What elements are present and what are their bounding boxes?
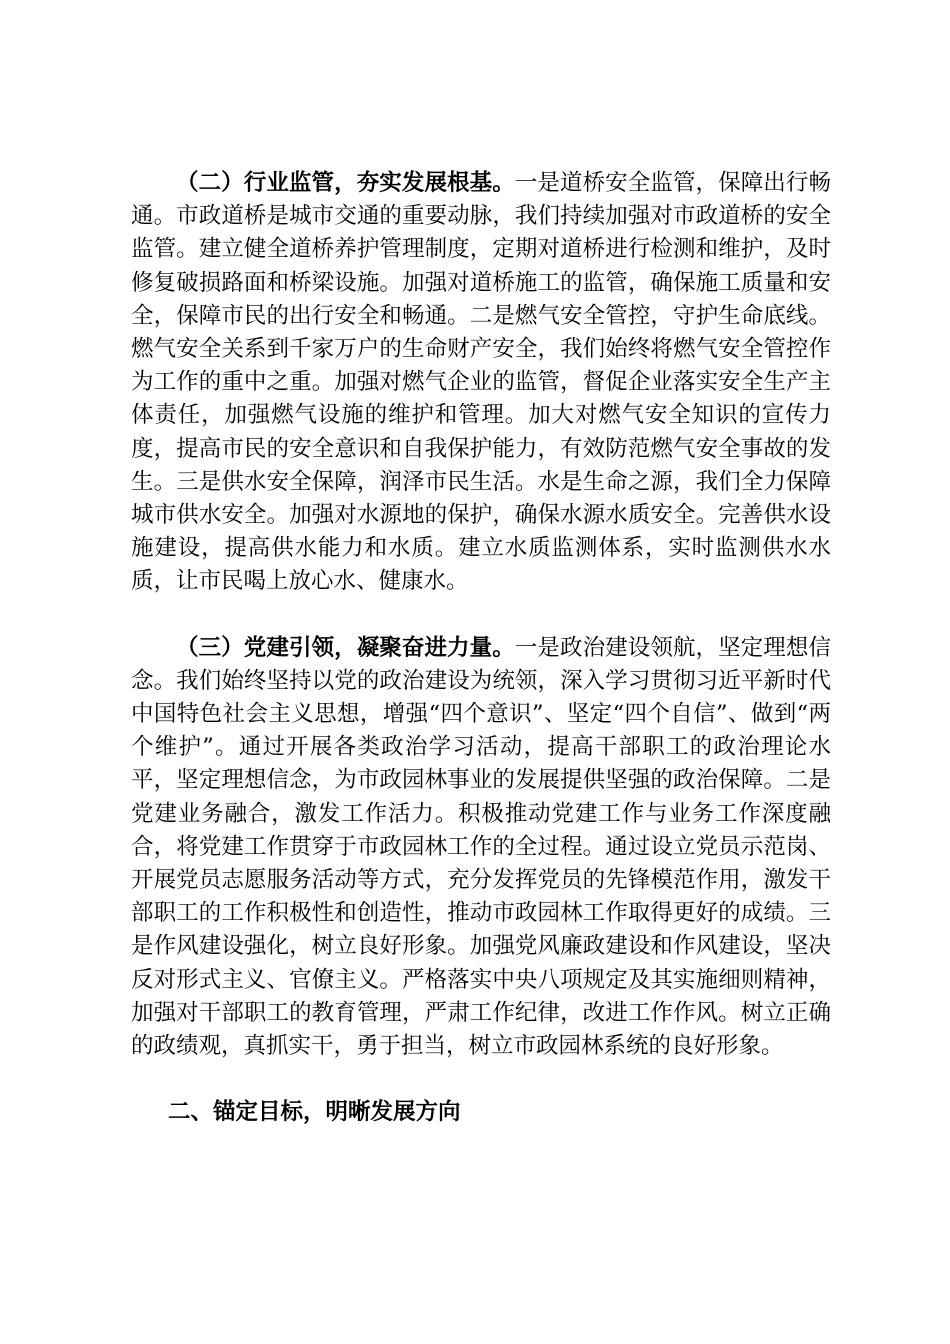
paragraph-body: 一是政治建设领航，坚定理想信念。我们始终坚持以党的政治建设为统领，深入学习贯彻习近平新时代中国特色社会主义思想，增强“四个意识”、坚定“四个自信”、做到“两个维护”。通过开展各类政治学习活动，提高干部职工的政治理论水平，坚定理想信念，为市政园林事业的发展提供坚强的政治保障。二是党建业务融合，激发工作活力。积极推动党建工作与业务工作深度融合，将党建工作贯穿于市政园林工作的全过程。通过设立党员示范岗、开展党员志愿服务活动等方式，充分发挥党员的先锋模范作用，激发干部职工的工作积极性和创造性，推动市政园林工作取得更好的成绩。三是作风建设强化，树立良好形象。加强党风廉政建设和作风建设，坚决反对形式主义、官僚主义。严格落实中央八项规定及其实施细则精神，加强对干部职工的教育管理，严肃工作纪律，改进工作作风。树立正确的政绩观，真抓实干，勇于担当，树立市政园林系统的良好形象。 (131, 634, 831, 1060)
paragraph-lead: （三）党建引领，凝聚奋进力量。 (176, 634, 515, 661)
section-heading: 二、锚定目标，明晰发展方向 (168, 1099, 461, 1126)
paragraph-body: 一是道桥安全监管，保障出行畅通。市政道桥是城市交通的重要动脉，我们持续加强对市政道桥的安全监管。建立健全道桥养护管理制度，定期对道桥进行检测和维护，及时修复破损路面和桥梁设施。加强对道桥施工的监管，确保施工质量和安全，保障市民的出行安全和畅通。二是燃气安全管控，守护生命底线。燃气安全关系到千家万户的生命财产安全，我们始终将燃气安全管控作为工作的重中之重。加强对燃气企业的监管，督促企业落实安全生产主体责任，加强燃气设施的维护和管理。加大对燃气安全知识的宣传力度，提高市民的安全意识和自我保护能力，有效防范燃气安全事故的发生。三是供水安全保障，润泽市民生活。水是生命之源，我们全力保障城市供水安全。加强对水源地的保护，确保水源水质安全。完善供水设施建设，提高供水能力和水质。建立水质监测体系，实时监测供水水质，让市民喝上放心水、健康水。 (131, 170, 831, 595)
paragraph-lead: （二）行业监管，夯实发展根基。 (176, 170, 515, 196)
paragraph-industry-supervision (131, 167, 831, 599)
document-body (131, 167, 831, 1129)
paragraph-party-building (131, 632, 831, 1064)
